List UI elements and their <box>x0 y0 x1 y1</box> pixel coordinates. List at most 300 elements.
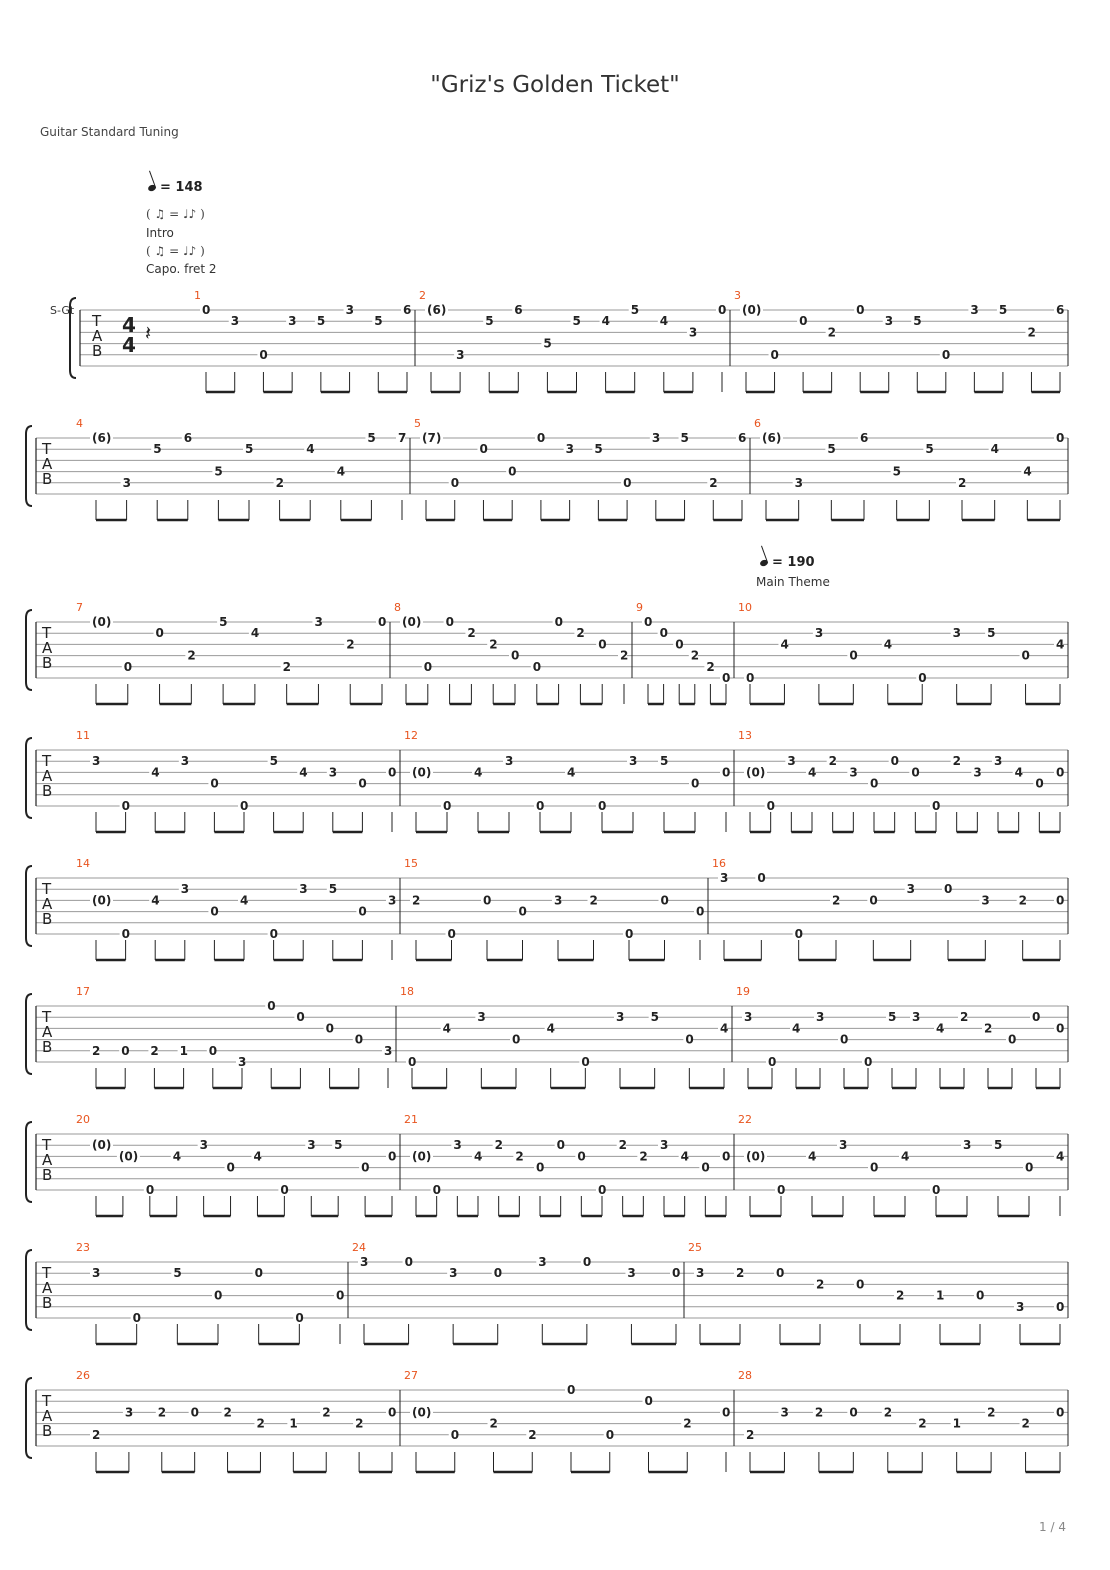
tab-clef-letter: B <box>42 1166 53 1184</box>
fret-number: 0 <box>208 1043 218 1058</box>
fret-number: 0 <box>722 765 731 780</box>
fret-number: 4 <box>990 442 1000 457</box>
fret-number: 0 <box>1056 1299 1065 1314</box>
fret-number: 0 <box>722 1405 731 1420</box>
fret-number: 0 <box>1056 893 1065 908</box>
fret-number: 0 <box>777 1183 786 1197</box>
fret-number: 3 <box>505 754 514 769</box>
measure-number: 14 <box>76 857 90 870</box>
fret-number: 3 <box>307 1138 316 1153</box>
fret-number: 2 <box>832 893 841 908</box>
fret-number: 4 <box>474 1149 483 1164</box>
fret-number: 5 <box>827 442 836 457</box>
fret-number: 5 <box>660 754 669 769</box>
fret-number: 5 <box>888 1010 897 1025</box>
system-brace <box>26 994 32 1074</box>
fret-number: 6 <box>1056 303 1065 317</box>
fret-number: 0 <box>1035 776 1044 791</box>
tempo-main-value: = 190 <box>772 555 815 570</box>
system-brace <box>26 1378 32 1458</box>
fret-number: 0 <box>672 1266 681 1281</box>
fret-number: 3 <box>906 882 916 897</box>
tab-clef-letter: T <box>42 1392 52 1410</box>
tab-clef-letter: B <box>42 470 53 488</box>
tab-clef-letter: B <box>42 782 53 800</box>
fret-number: 4 <box>299 765 308 780</box>
song-title: "Griz's Golden Ticket" <box>430 72 680 98</box>
page-number: 1 / 4 <box>1039 1520 1066 1534</box>
tab-clef-letter: B <box>42 1294 53 1312</box>
fret-number: 0 <box>408 1055 417 1069</box>
fret-number: 4 <box>442 1021 452 1036</box>
fret-number: 0 <box>598 799 607 813</box>
fret-number: 0 <box>746 671 755 685</box>
fret-number: 0 <box>554 615 563 629</box>
fret-number: 5 <box>913 314 922 329</box>
fret-number: 0 <box>582 1255 592 1269</box>
fret-number: 0 <box>443 799 452 813</box>
fret-number: 0 <box>121 927 130 941</box>
fret-number: 0 <box>870 776 879 791</box>
measure-number: 27 <box>404 1369 418 1382</box>
fret-number: 3 <box>124 1405 134 1420</box>
time-signature-numerator: 4 <box>122 313 136 337</box>
fret-number: 0 <box>1008 1032 1017 1047</box>
fret-number: 3 <box>238 1055 247 1069</box>
fret-number: 0 <box>145 1183 155 1197</box>
fret-number: 2 <box>618 1138 628 1153</box>
fret-number: 0 <box>941 347 951 362</box>
fret-number: 1 <box>936 1288 945 1303</box>
fret-number: 3 <box>994 754 1003 769</box>
fret-number: 0 <box>210 776 219 791</box>
fret-number: 2 <box>187 648 196 663</box>
fret-number: 3 <box>688 325 698 340</box>
fret-number: 6 <box>403 303 412 317</box>
fret-number: (0) <box>746 765 766 780</box>
measure-number: 9 <box>636 601 643 614</box>
fret-number: (0) <box>412 1149 432 1164</box>
system-brace <box>26 1250 32 1330</box>
fret-number: 2 <box>816 1277 825 1292</box>
tab-clef-letter: A <box>42 1279 53 1297</box>
fret-number: 0 <box>240 799 249 813</box>
fret-number: (0) <box>118 1149 139 1164</box>
fret-number: 3 <box>92 1266 101 1281</box>
measure-number: 15 <box>404 857 418 870</box>
fret-number: 0 <box>450 475 460 490</box>
fret-number: 3 <box>973 765 982 780</box>
fret-number: 6 <box>860 431 869 445</box>
fret-number: 0 <box>354 1032 364 1047</box>
fret-number: 0 <box>696 904 705 919</box>
fret-number: 4 <box>601 314 610 329</box>
fret-number: 0 <box>659 626 668 641</box>
fret-number: 0 <box>190 1405 200 1420</box>
fret-number: (0) <box>742 303 762 317</box>
fret-number: 0 <box>388 1405 397 1420</box>
tab-clef-letter: B <box>42 910 53 928</box>
fret-number: 4 <box>240 893 249 908</box>
measure-number: 5 <box>414 417 421 430</box>
fret-number: 4 <box>808 765 817 780</box>
fret-number: 0 <box>598 637 607 652</box>
fret-number: 0 <box>799 314 808 329</box>
fret-number: 0 <box>508 464 517 479</box>
fret-number: 0 <box>432 1183 442 1197</box>
fret-number: 0 <box>483 893 492 908</box>
fret-number: 5 <box>998 303 1008 317</box>
rest-icon: 𝄽 <box>145 321 152 345</box>
tab-clef-letter: T <box>92 312 102 330</box>
fret-number: 0 <box>512 1032 521 1047</box>
fret-number: 1 <box>179 1043 188 1058</box>
fret-number: 0 <box>267 999 276 1013</box>
fret-number: 0 <box>701 1160 710 1175</box>
fret-number: 0 <box>849 648 858 663</box>
fret-number: 3 <box>456 347 465 362</box>
fret-number: 0 <box>718 303 727 317</box>
measure-number: 18 <box>400 985 414 998</box>
fret-number: 4 <box>172 1149 182 1164</box>
tuning-label: Guitar Standard Tuning <box>40 125 179 139</box>
fret-number: 3 <box>360 1255 369 1269</box>
fret-number: 0 <box>932 799 941 813</box>
fret-number: 0 <box>423 659 433 674</box>
tab-clef-letter: A <box>42 1023 53 1041</box>
fret-number: 4 <box>567 765 576 780</box>
fret-number: 5 <box>316 314 326 329</box>
fret-number: 2 <box>92 1427 101 1442</box>
measure-number: 23 <box>76 1241 90 1254</box>
fret-number: 5 <box>367 431 376 445</box>
fret-number: 2 <box>736 1266 745 1281</box>
fret-number: (6) <box>762 431 782 445</box>
fret-number: (0) <box>412 765 432 780</box>
measure-number: 16 <box>712 857 726 870</box>
fret-number: 3 <box>1016 1299 1025 1314</box>
measure-number: 28 <box>738 1369 752 1382</box>
fret-number: (0) <box>402 615 422 629</box>
fret-number: 5 <box>680 431 689 445</box>
fret-number: 0 <box>518 904 527 919</box>
fret-number: 2 <box>620 648 629 663</box>
tab-clef-letter: T <box>42 1264 52 1282</box>
tab-clef-letter: A <box>92 327 103 345</box>
fret-number: 0 <box>479 442 488 457</box>
fret-number: 3 <box>814 626 824 641</box>
fret-number: 2 <box>282 659 292 674</box>
measure-number: 21 <box>404 1113 418 1126</box>
fret-number: 0 <box>644 1394 653 1409</box>
fret-number: 0 <box>605 1427 615 1442</box>
tab-clef-letter: B <box>42 654 53 672</box>
fret-number: 2 <box>589 893 598 908</box>
fret-number: (6) <box>92 431 112 445</box>
fret-number: (0) <box>92 1138 112 1153</box>
fret-number: 4 <box>253 1149 262 1164</box>
fret-number: 4 <box>250 626 260 641</box>
tab-clef-letter: T <box>42 624 52 642</box>
fret-number: 2 <box>960 1010 969 1025</box>
measure-number: 12 <box>404 729 418 742</box>
fret-number: 5 <box>269 754 278 769</box>
tab-clef-letter: A <box>42 455 53 473</box>
tab-clef-letter: T <box>42 1008 52 1026</box>
fret-number: 0 <box>911 765 920 780</box>
fret-number: 3 <box>849 765 858 780</box>
fret-number: 4 <box>883 637 893 652</box>
fret-number: 5 <box>630 303 640 317</box>
fret-number: 2 <box>827 325 836 340</box>
fret-number: 2 <box>494 1138 504 1153</box>
measure-number: 7 <box>76 601 83 614</box>
fret-number: 0 <box>361 1160 370 1175</box>
tab-clef-letter: A <box>42 767 53 785</box>
fret-number: 3 <box>328 765 338 780</box>
fret-number: 0 <box>766 799 776 813</box>
fret-number: 2 <box>958 475 967 490</box>
fret-number: 2 <box>412 893 421 908</box>
fret-number: 4 <box>546 1021 556 1036</box>
fret-number: (0) <box>412 1405 432 1420</box>
fret-number: 2 <box>1021 1416 1030 1431</box>
fret-number: 0 <box>226 1160 235 1175</box>
time-signature-denominator: 4 <box>122 333 136 357</box>
fret-number: 3 <box>660 1138 669 1153</box>
fret-number: 7 <box>398 431 407 445</box>
tab-clef-letter: A <box>42 1407 53 1425</box>
fret-number: 5 <box>219 615 228 629</box>
fret-number: 3 <box>816 1010 825 1025</box>
fret-number: 2 <box>528 1427 537 1442</box>
fret-number: 2 <box>256 1416 265 1431</box>
fret-number: (0) <box>92 615 112 629</box>
fret-number: 3 <box>839 1138 848 1153</box>
fret-number: 5 <box>594 442 603 457</box>
fret-number: 3 <box>780 1405 789 1420</box>
fret-number: 2 <box>690 648 700 663</box>
fret-number: (6) <box>427 303 447 317</box>
fret-number: 0 <box>869 893 878 908</box>
fret-number: 4 <box>306 442 315 457</box>
fret-number: 3 <box>180 754 190 769</box>
fret-number: 2 <box>515 1149 524 1164</box>
fret-number: 3 <box>629 754 638 769</box>
measure-number: 13 <box>738 729 752 742</box>
fret-number: 0 <box>447 927 456 941</box>
fret-number: 1 <box>289 1416 298 1431</box>
system-brace <box>26 426 32 506</box>
fret-number: 2 <box>92 1043 101 1058</box>
fret-number: 0 <box>567 1383 576 1397</box>
fret-number: 2 <box>150 1043 159 1058</box>
fret-number: 0 <box>280 1183 289 1197</box>
fret-number: 0 <box>598 1183 607 1197</box>
measure-number: 6 <box>754 417 761 430</box>
measure-number: 25 <box>688 1241 702 1254</box>
fret-number: 5 <box>572 314 581 329</box>
fret-number: 0 <box>944 882 953 897</box>
fret-number: 0 <box>121 799 130 813</box>
fret-number: 2 <box>223 1405 232 1420</box>
fret-number: 0 <box>155 626 164 641</box>
fret-number: 3 <box>122 475 131 490</box>
fret-number: 0 <box>532 659 542 674</box>
fret-number: 0 <box>625 927 634 941</box>
fret-number: 3 <box>230 314 240 329</box>
fret-number: 3 <box>199 1138 208 1153</box>
fret-number: 0 <box>556 1138 566 1153</box>
fret-number: 0 <box>644 615 653 629</box>
fret-number: 2 <box>883 1405 893 1420</box>
fret-number: 0 <box>856 1277 865 1292</box>
measure-number: 19 <box>736 985 750 998</box>
fret-number: 5 <box>925 442 934 457</box>
fret-number: 3 <box>970 303 979 317</box>
fret-number: 3 <box>180 882 190 897</box>
fret-number: 4 <box>151 765 160 780</box>
fret-number: 4 <box>659 314 669 329</box>
fret-number: 0 <box>336 1288 345 1303</box>
fret-number: 0 <box>536 431 546 445</box>
fret-number: 0 <box>296 1010 305 1025</box>
fret-number: 0 <box>770 347 779 362</box>
measure-number: 17 <box>76 985 90 998</box>
fret-number: 6 <box>183 431 193 445</box>
tab-clef-letter: A <box>42 895 53 913</box>
fret-number: 5 <box>650 1010 660 1025</box>
fret-number: 0 <box>202 303 211 317</box>
fret-number: 3 <box>744 1010 753 1025</box>
fret-number: 2 <box>157 1405 167 1420</box>
fret-number: 0 <box>493 1266 503 1281</box>
fret-number: 3 <box>92 754 101 769</box>
fret-number: 2 <box>355 1416 364 1431</box>
fret-number: 0 <box>722 671 731 685</box>
tab-clef-letter: B <box>42 1038 53 1056</box>
fret-number: 5 <box>173 1266 182 1281</box>
fret-number: 3 <box>477 1010 486 1025</box>
fret-number: 4 <box>151 893 160 908</box>
fret-number: 0 <box>581 1055 590 1069</box>
tab-clef-letter: B <box>92 342 103 360</box>
fret-number: 6 <box>738 431 747 445</box>
fret-number: 3 <box>453 1138 462 1153</box>
fret-number: 0 <box>794 927 804 941</box>
fret-number: 0 <box>1032 1010 1041 1025</box>
fret-number: 0 <box>325 1021 334 1036</box>
tab-clef-letter: A <box>42 639 53 657</box>
fret-number: 5 <box>374 314 383 329</box>
system-brace <box>26 866 32 946</box>
fret-number: 3 <box>314 615 323 629</box>
fret-number: 4 <box>792 1021 801 1036</box>
fret-number: 2 <box>828 754 838 769</box>
fret-number: 2 <box>489 637 498 652</box>
fret-number: 3 <box>565 442 574 457</box>
fret-number: 3 <box>952 626 962 641</box>
tab-clef-letter: T <box>42 752 52 770</box>
fret-number: 3 <box>981 893 990 908</box>
fret-number: 0 <box>776 1266 785 1281</box>
fret-number: 3 <box>538 1255 547 1269</box>
fret-number: 5 <box>485 314 494 329</box>
tab-clef-letter: T <box>42 1136 52 1154</box>
fret-number: 4 <box>474 765 483 780</box>
fret-number: 0 <box>1025 1160 1034 1175</box>
system-brace <box>70 298 76 378</box>
fret-number: 0 <box>358 776 367 791</box>
tab-clef-letter: T <box>42 880 52 898</box>
fret-number: 0 <box>849 1405 858 1420</box>
fret-number: 0 <box>1021 648 1030 663</box>
system-brace <box>26 738 32 818</box>
fret-number: 3 <box>787 754 796 769</box>
fret-number: 0 <box>856 303 865 317</box>
fret-number: 4 <box>680 1149 690 1164</box>
measure-number: 1 <box>194 289 201 302</box>
fret-number: 5 <box>892 464 902 479</box>
fret-number: 2 <box>1018 893 1028 908</box>
fret-number: 3 <box>884 314 894 329</box>
fret-number: 2 <box>952 754 962 769</box>
fret-number: 4 <box>901 1149 910 1164</box>
measure-number: 8 <box>394 601 401 614</box>
fret-number: 2 <box>489 1416 498 1431</box>
capo-marker: Capo. fret 2 <box>146 262 217 276</box>
fret-number: 2 <box>576 626 585 641</box>
fret-number: 0 <box>890 754 900 769</box>
fret-number: 0 <box>269 927 278 941</box>
fret-number: (0) <box>92 893 112 908</box>
system-brace <box>26 1122 32 1202</box>
fret-number: 2 <box>1027 325 1036 340</box>
fret-number: 5 <box>214 464 223 479</box>
tab-clef-letter: B <box>42 1422 53 1440</box>
measure-number: 26 <box>76 1369 90 1382</box>
fret-number: 4 <box>1014 765 1024 780</box>
fret-number: 2 <box>918 1416 927 1431</box>
fret-number: 3 <box>912 1010 921 1025</box>
fret-number: 3 <box>651 431 661 445</box>
fret-number: 0 <box>840 1032 849 1047</box>
fret-number: 0 <box>932 1183 941 1197</box>
fret-number: 0 <box>388 1149 397 1164</box>
fret-number: 3 <box>554 893 563 908</box>
fret-number: 5 <box>334 1138 343 1153</box>
fret-number: 0 <box>1056 1021 1065 1036</box>
fret-number: 0 <box>445 615 454 629</box>
fret-number: 3 <box>288 314 297 329</box>
fret-number: 5 <box>987 626 996 641</box>
measure-number: 20 <box>76 1113 90 1126</box>
fret-number: 0 <box>378 615 387 629</box>
tab-clef-letter: T <box>42 440 52 458</box>
fret-number: 0 <box>123 659 133 674</box>
fret-number: 2 <box>984 1021 993 1036</box>
fret-number: 2 <box>467 626 476 641</box>
fret-number: 0 <box>388 765 397 780</box>
fret-number: 2 <box>275 475 284 490</box>
fret-number: 3 <box>627 1266 636 1281</box>
measure-number: 3 <box>734 289 741 302</box>
fret-number: 0 <box>864 1055 873 1069</box>
fret-number: 0 <box>358 904 367 919</box>
measure-number: 2 <box>419 289 426 302</box>
fret-number: 4 <box>808 1149 817 1164</box>
fret-number: 0 <box>404 1255 413 1269</box>
